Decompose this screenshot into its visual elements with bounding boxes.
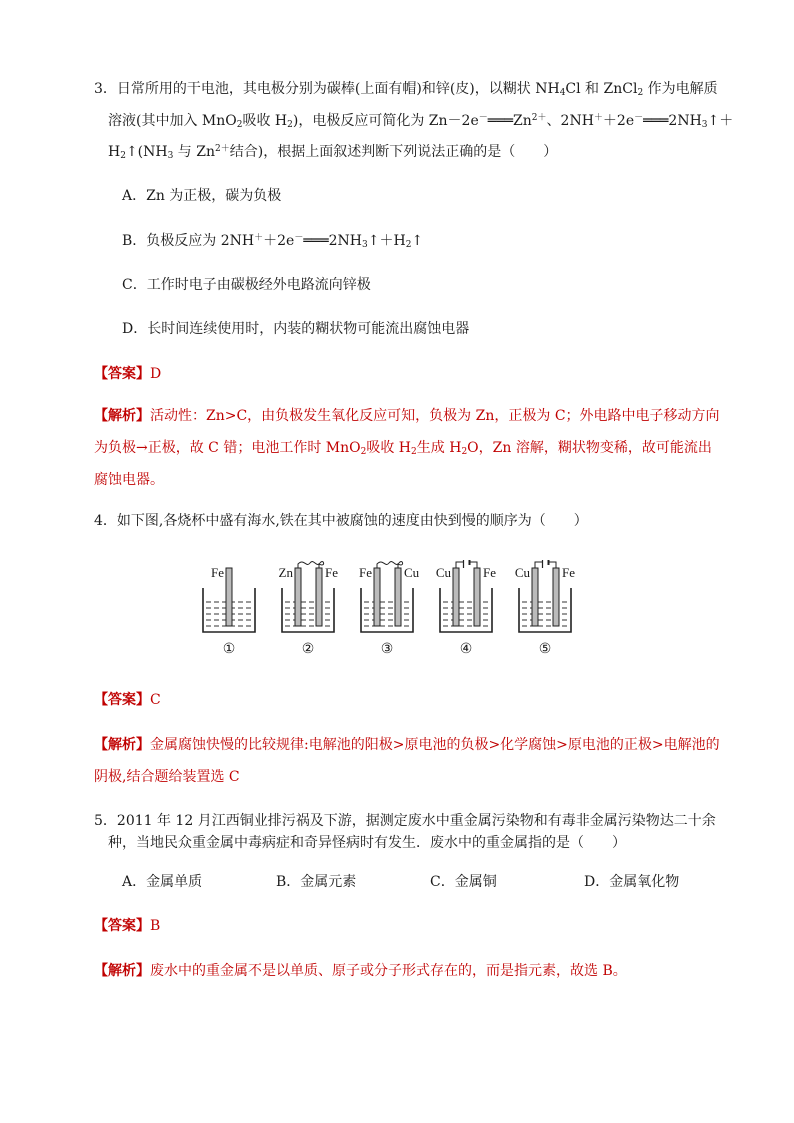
q5-stem-line-2: 种，当地民众重金属中毒病症和奇异怪病时有发生．废水中的重金属指的是（ ） [108, 835, 626, 851]
beakers-figure [200, 560, 600, 658]
electrode-left [532, 568, 538, 626]
beaker-number: ⑤ [538, 642, 552, 657]
q3-analysis-line-2: 为负极→正极，故 C 错；电池工作时 MnO$_2$吸收 $H_2$生成 $H_2O$，Zn 溶解，糊状物变稀，故可能流出 [94, 440, 712, 457]
electrode-left [374, 568, 380, 626]
electrode-label-left: Fe [211, 565, 224, 580]
q3-option-c: C．工作时电子由碳极经外电路流向锌极 [122, 277, 371, 293]
answer-tag: 【答案】 [94, 366, 150, 382]
wire-resistor [377, 562, 403, 568]
beaker [282, 588, 334, 632]
electrode-left [226, 568, 232, 626]
q5-answer [94, 916, 160, 936]
electrode-label-left: Cu [514, 565, 530, 580]
q3-answer [94, 364, 161, 384]
q3-option-a: A．Zn 为正极，碳为负极 [122, 188, 282, 204]
q5-analysis: 【解析】废水中的重金属不是以单质、原子或分子形式存在的，而是指元素，故选 B。 [94, 963, 627, 979]
electrode-left [453, 568, 459, 626]
beaker [519, 588, 571, 632]
q5-options [0, 872, 794, 892]
q3-line-1: 3．日常所用的干电池，其电极分别为碳棒(上面有帽)和锌(皮)，以糊状 $NH_4Cl$ 和 ZnCl$_2$ 作为电解质 [94, 81, 718, 98]
q5-option-b: B．金属元素 [276, 874, 357, 890]
q5-option-a: A．金属单质 [122, 874, 203, 890]
analysis-tag: 【解析】 [94, 408, 150, 424]
q3-analysis-line-3: 腐蚀电器。 [94, 472, 164, 488]
electrode-label-right: Fe [562, 565, 575, 580]
q5-stem-line-1: 5．2011 年 12 月江西铜业排污祸及下游，据测定废水中重金属污染物和有毒非金属污染物达二十余 [94, 813, 716, 829]
answer-tag: 【答案】 [94, 918, 150, 934]
wire-resistor [298, 562, 324, 568]
wire-right [549, 562, 557, 568]
answer-value: D [150, 366, 162, 382]
analysis-tag: 【解析】 [94, 737, 150, 753]
electrode-label-right: Cu [404, 565, 420, 580]
beaker-number: ③ [380, 642, 394, 657]
q4-analysis-line-1: 【解析】金属腐蚀快慢的比较规律:电解池的阳极>原电池的负极>化学腐蚀>原电池的正极>电解池的 [94, 737, 720, 753]
wire-left [535, 562, 543, 568]
beaker-number: ④ [459, 642, 473, 657]
q4-answer [94, 690, 161, 710]
analysis-tag: 【解析】 [94, 963, 150, 979]
electrode-label-right: Fe [325, 565, 338, 580]
electrode-left [295, 568, 301, 626]
answer-value: B [150, 918, 161, 934]
electrode-label-right: Fe [483, 565, 496, 580]
answer-value: C [150, 692, 161, 708]
answer-tag: 【答案】 [94, 692, 150, 708]
q3-analysis-line-1: 【解析】活动性：Zn>C，由负极发生氧化反应可知，负极为 Zn，正极为 C；外电路中电子移动方向 [94, 408, 720, 424]
electrode-right [474, 568, 480, 626]
q5-option-d: D．金属氧化物 [584, 874, 680, 890]
q4-stem: 4．如下图,各烧杯中盛有海水,铁在其中被腐蚀的速度由快到慢的顺序为（ ） [94, 513, 588, 529]
q3-line-3: $H_2↑(NH_3$ 与 $Zn^{2+}$结合)，根据上面叙述判断下列说法正确的是（ ） [108, 144, 558, 161]
q3-option-b: B．负极反应为 $2NH^++2e^-═══2NH_3↑+H_2↑$ [122, 233, 424, 250]
q3-line-2: 溶液(其中加入 MnO$_2$吸收 $H_2$)，电极反应可简化为 $Zn-2e^-═══Zn^{2+}$、$2NH^++2e^-═══2NH_3↑+$ [108, 113, 734, 130]
q4-analysis-line-2: 阴极,结合题给装置选 C [94, 769, 240, 785]
wire-left [456, 562, 464, 568]
wire-right [470, 562, 478, 568]
electrode-right [316, 568, 322, 626]
beaker-number: ① [222, 642, 236, 657]
q3-option-d: D．长时间连续使用时，内装的糊状物可能流出腐蚀电器 [122, 321, 470, 337]
q5-option-c: C．金属铜 [430, 874, 497, 890]
beaker-number: ② [301, 642, 315, 657]
electrode-right [395, 568, 401, 626]
electrode-label-left: Cu [435, 565, 451, 580]
electrode-label-left: Zn [278, 565, 293, 580]
electrode-right [553, 568, 559, 626]
electrode-label-left: Fe [359, 565, 372, 580]
beaker [440, 588, 492, 632]
beaker [361, 588, 413, 632]
